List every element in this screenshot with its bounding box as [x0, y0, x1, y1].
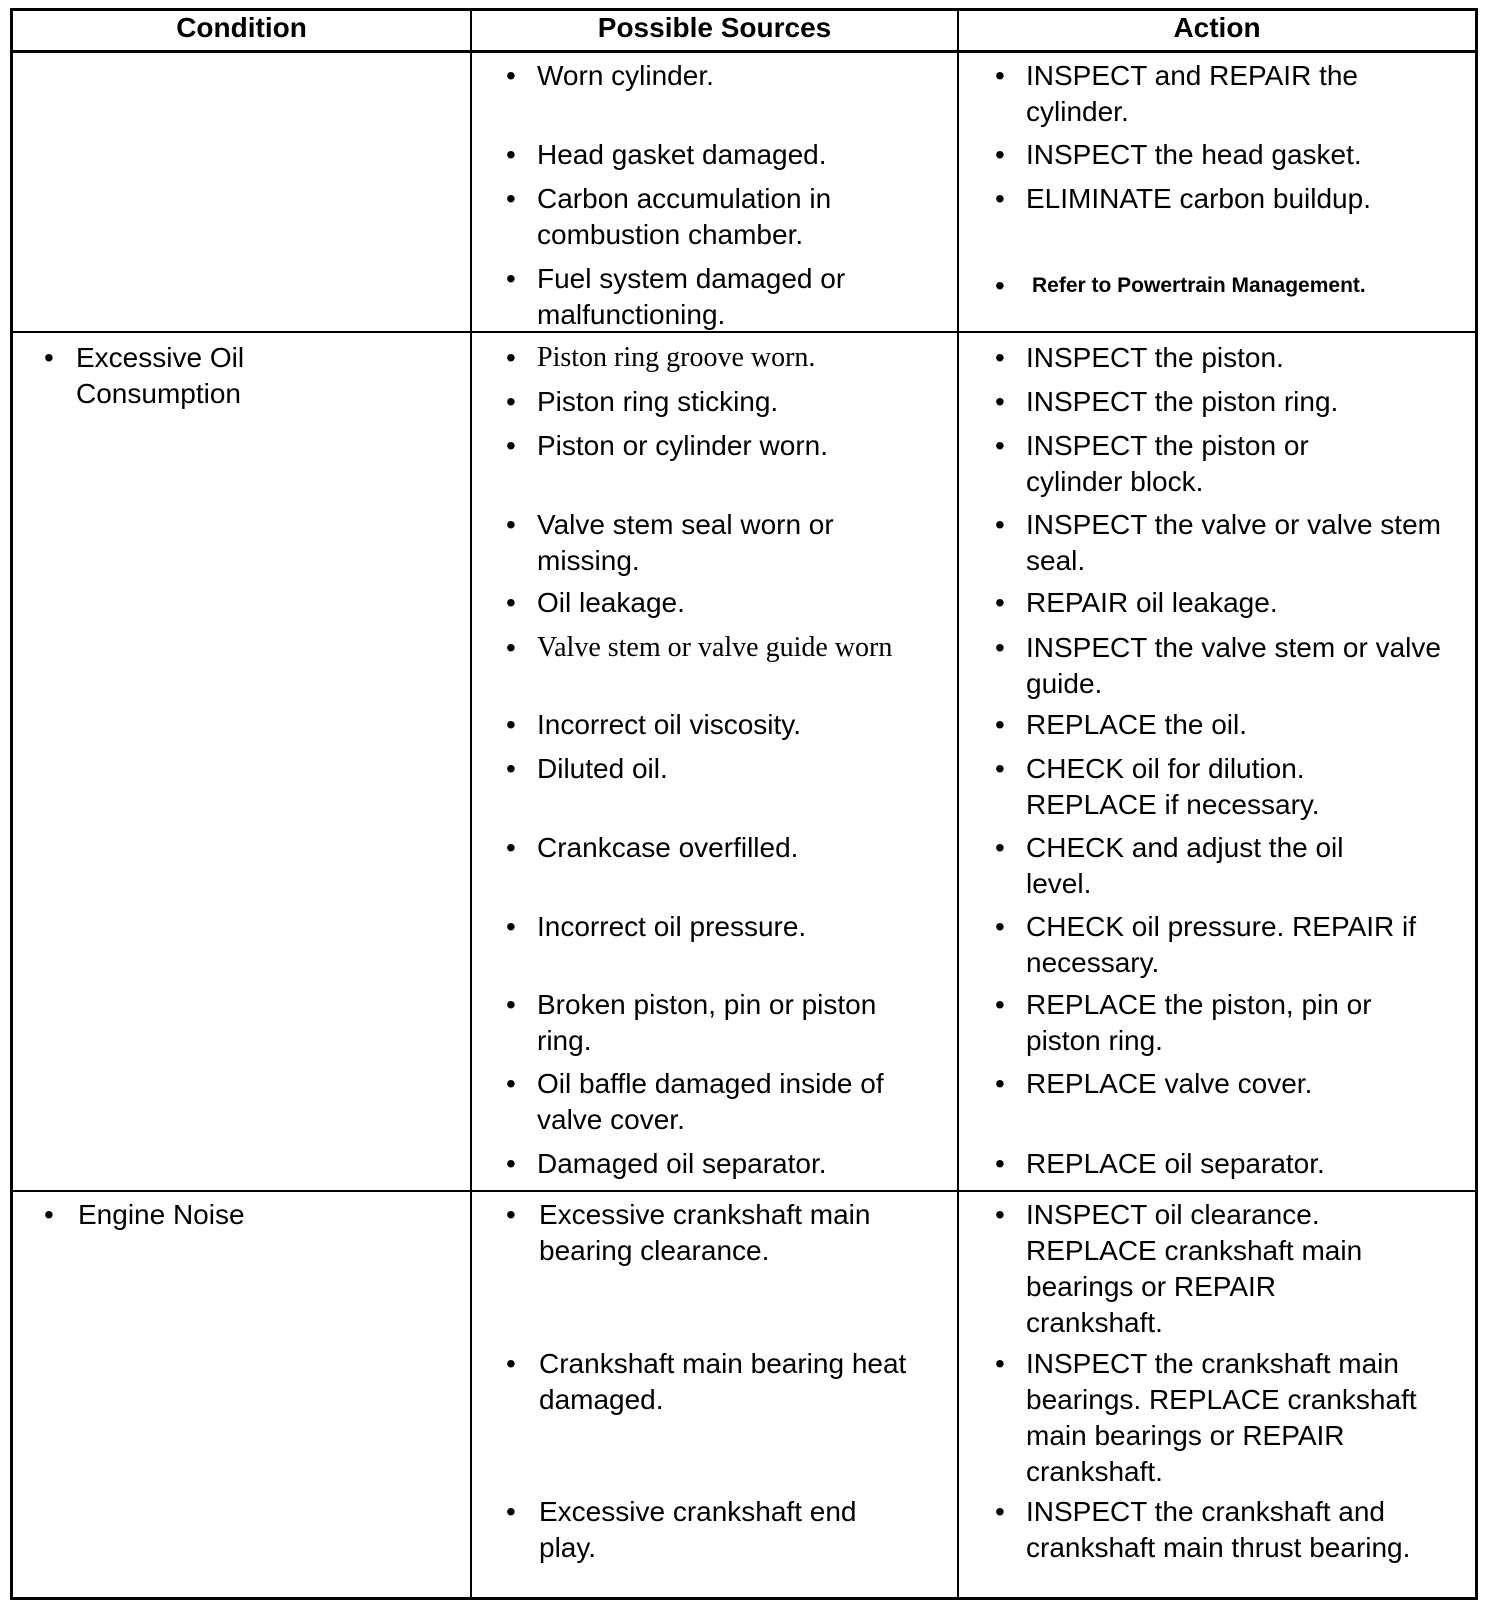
table-border-bottom	[10, 1597, 1478, 1600]
source-item: Fuel system damaged or malfunctioning.	[537, 263, 846, 330]
action-item: REPAIR oil leakage.	[1026, 587, 1278, 618]
table-column-divider	[470, 8, 472, 1600]
action-item: REPLACE the oil.	[1026, 709, 1247, 740]
bullet: •	[995, 632, 1005, 663]
bullet: •	[506, 183, 516, 214]
source-item: Oil baffle damaged inside of valve cover.	[537, 1068, 884, 1135]
bullet: •	[995, 832, 1005, 863]
action-item: INSPECT oil clearance. REPLACE crankshaft main bearings or REPAIR crankshaft.	[1026, 1199, 1363, 1338]
bullet: •	[995, 1148, 1005, 1179]
action-item: INSPECT the valve or valve stem seal.	[1026, 509, 1441, 576]
condition-cell: Engine Noise	[78, 1199, 245, 1230]
bullet: •	[995, 1068, 1005, 1099]
bullet: •	[506, 1068, 516, 1099]
action-item: INSPECT and REPAIR the cylinder.	[1026, 60, 1358, 127]
bullet: •	[995, 989, 1005, 1020]
table-row-divider	[10, 1190, 1478, 1192]
source-item: Head gasket damaged.	[537, 139, 827, 170]
bullet: •	[506, 587, 516, 618]
bullet: •	[506, 989, 516, 1020]
bullet: •	[506, 832, 516, 863]
bullet: •	[506, 1496, 516, 1527]
bullet: •	[995, 753, 1005, 784]
table-header-divider	[10, 50, 1478, 53]
source-item: Valve stem seal worn or missing.	[537, 509, 834, 576]
bullet: •	[506, 342, 516, 373]
bullet: •	[995, 709, 1005, 740]
action-item: INSPECT the crankshaft main bearings. REPLACE crankshaft main bearings or REPAIR crankshaft.	[1026, 1348, 1417, 1487]
bullet: •	[995, 430, 1005, 461]
bullet: •	[995, 1199, 1005, 1230]
source-item: Crankcase overfilled.	[537, 832, 799, 863]
bullet: •	[506, 1148, 516, 1179]
bullet: •	[995, 386, 1005, 417]
bullet: •	[506, 139, 516, 170]
action-item: ELIMINATE carbon buildup.	[1026, 183, 1371, 214]
bullet: •	[995, 587, 1005, 618]
bullet: •	[995, 270, 1005, 301]
bullet: •	[506, 509, 516, 540]
bullet: •	[995, 911, 1005, 942]
source-item: Valve stem or valve guide worn	[537, 632, 893, 663]
bullet: •	[506, 709, 516, 740]
source-item: Piston or cylinder worn.	[537, 430, 829, 461]
bullet: •	[506, 430, 516, 461]
bullet: •	[995, 139, 1005, 170]
bullet: •	[995, 183, 1005, 214]
source-item: Oil leakage.	[537, 587, 685, 618]
header-action: Action	[1173, 12, 1261, 43]
bullet: •	[506, 263, 516, 294]
bullet: •	[506, 1348, 516, 1379]
bullet: •	[506, 386, 516, 417]
action-item: INSPECT the piston ring.	[1026, 386, 1339, 417]
action-item: INSPECT the head gasket.	[1026, 139, 1362, 170]
header-sources: Possible Sources	[597, 12, 832, 43]
bullet: •	[506, 1199, 516, 1230]
action-item: REPLACE oil separator.	[1026, 1148, 1325, 1179]
action-item: CHECK oil pressure. REPAIR if necessary.	[1026, 911, 1417, 978]
source-item: Piston ring sticking.	[537, 386, 779, 417]
source-item: Excessive crankshaft main bearing clearance.	[539, 1199, 871, 1266]
source-item: Damaged oil separator.	[537, 1148, 827, 1179]
bullet: •	[995, 1348, 1005, 1379]
bullet: •	[506, 911, 516, 942]
table-border-left	[10, 8, 13, 1600]
table-border-right	[1475, 8, 1478, 1600]
source-item: Worn cylinder.	[537, 60, 714, 91]
source-item: Incorrect oil pressure.	[537, 911, 807, 942]
condition-cell: Excessive Oil Consumption	[76, 342, 245, 409]
bullet: •	[995, 509, 1005, 540]
source-item: Piston ring groove worn.	[537, 342, 816, 373]
action-item: INSPECT the piston or cylinder block.	[1026, 430, 1309, 497]
bullet: •	[995, 1496, 1005, 1527]
action-item: INSPECT the crankshaft and crankshaft main thrust bearing.	[1026, 1496, 1411, 1563]
source-item: Carbon accumulation in combustion chamber.	[537, 183, 832, 250]
action-item: Refer to Powertrain Management.	[1032, 274, 1366, 297]
action-item: INSPECT the piston.	[1026, 342, 1284, 373]
action-item: INSPECT the valve stem or valve guide.	[1026, 632, 1441, 699]
action-item: CHECK and adjust the oil level.	[1026, 832, 1344, 899]
action-item: REPLACE valve cover.	[1026, 1068, 1313, 1099]
table-column-divider	[957, 8, 959, 1600]
action-item: CHECK oil for dilution. REPLACE if necessary.	[1026, 753, 1320, 820]
source-item: Broken piston, pin or piston ring.	[537, 989, 877, 1056]
bullet: •	[506, 632, 516, 663]
header-condition: Condition	[176, 12, 307, 43]
bullet: •	[44, 342, 54, 373]
bullet: •	[995, 60, 1005, 91]
source-item: Crankshaft main bearing heat damaged.	[539, 1348, 907, 1415]
action-item: REPLACE the piston, pin or piston ring.	[1026, 989, 1372, 1056]
source-item: Incorrect oil viscosity.	[537, 709, 801, 740]
bullet: •	[506, 60, 516, 91]
bullet: •	[44, 1199, 54, 1230]
source-item: Excessive crankshaft end play.	[539, 1496, 857, 1563]
source-item: Diluted oil.	[537, 753, 668, 784]
bullet: •	[995, 342, 1005, 373]
bullet: •	[506, 753, 516, 784]
table-border-top	[10, 8, 1478, 11]
